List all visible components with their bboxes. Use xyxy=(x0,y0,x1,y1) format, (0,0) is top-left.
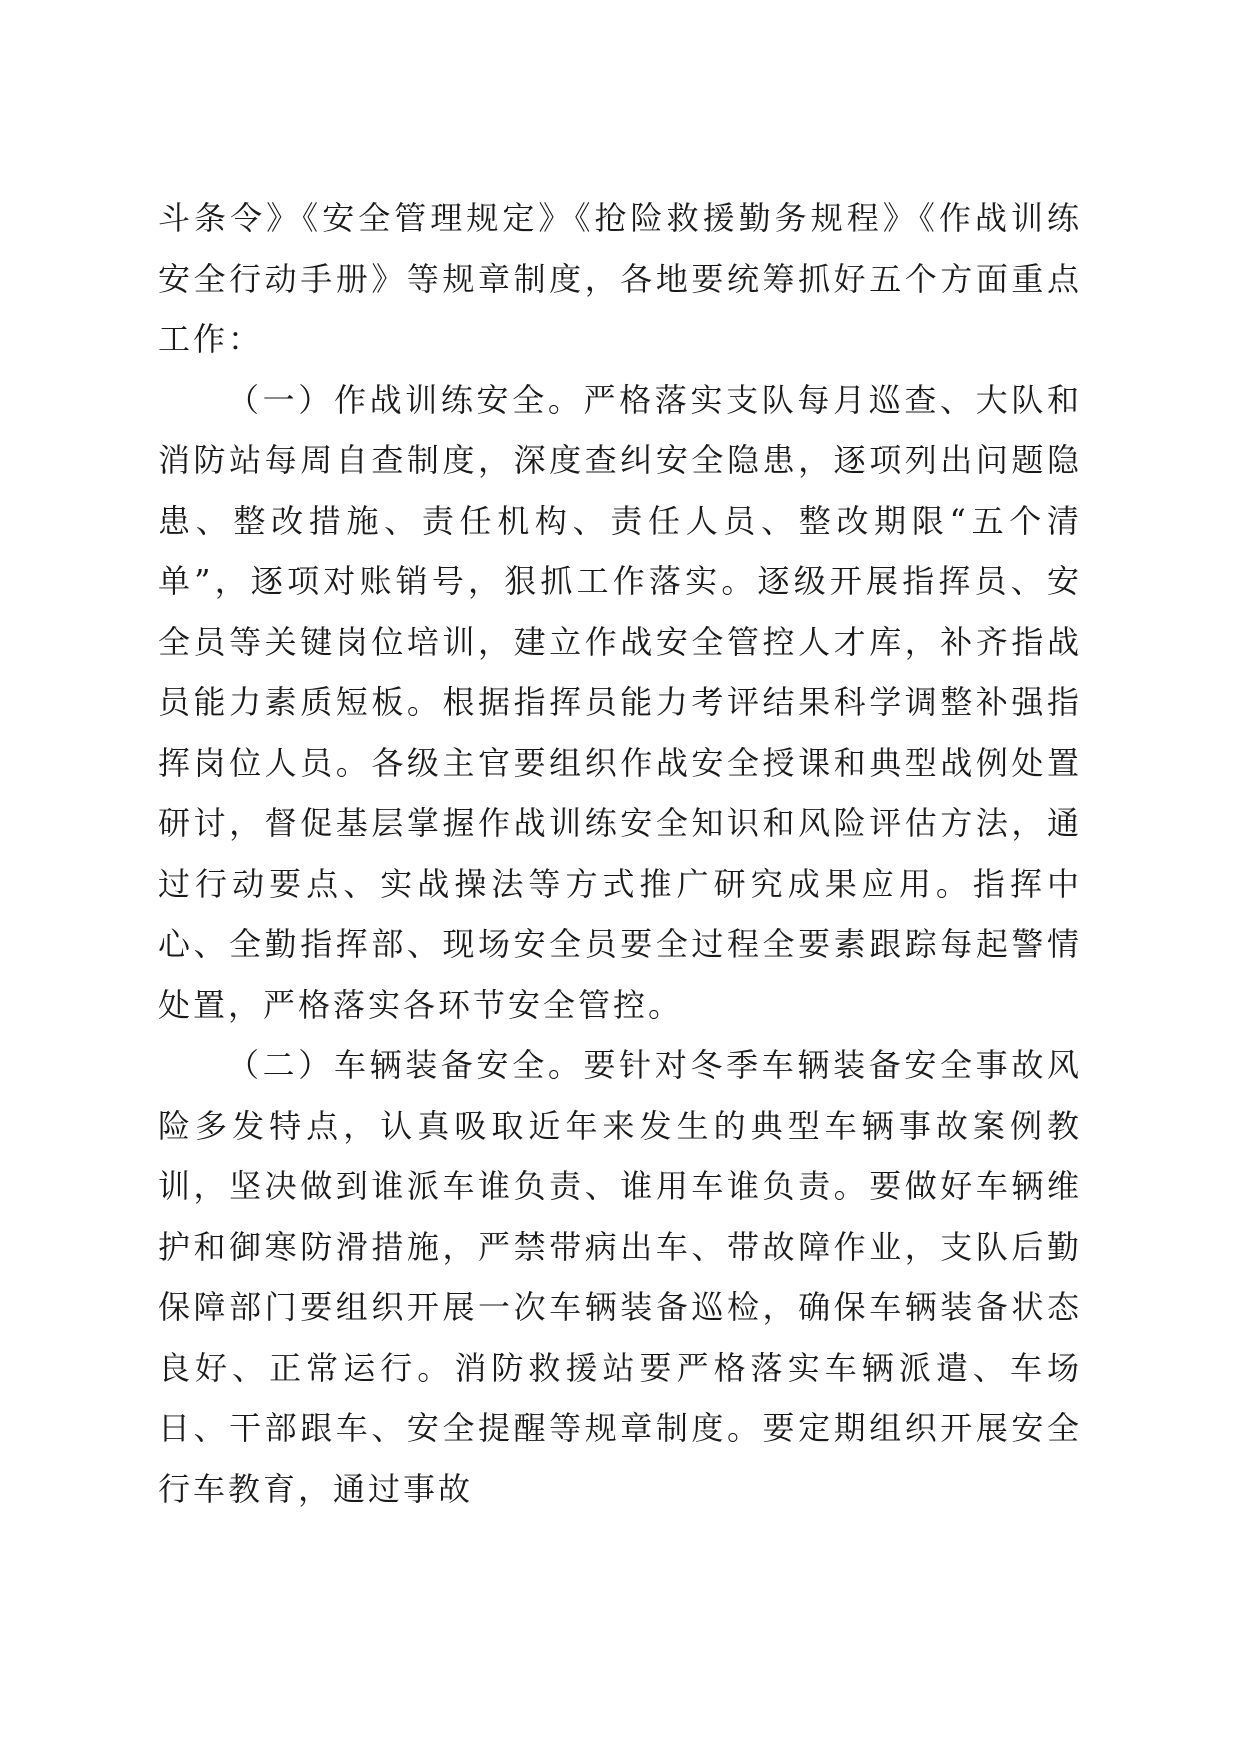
paragraph-intro-continuation: 斗条令》《安全管理规定》《抢险救援勤务规程》《作战训练安全行动手册》等规章制度，各地要统筹抓好五个方面重点工作： xyxy=(158,199,1082,358)
paragraph-combat-training-safety: （一）作战训练安全。严格落实支队每月巡查、大队和消防站每周自查制度，深度查纠安全隐患，逐项列出问题隐患、整改措施、责任机构、责任人员、整改期限“五个清单”，逐项对账销号，狠抓工作落实。逐级开展指挥员、安全员等关键岗位培训，建立作战安全管控人才库，补齐指战员能力素质短板。根据指挥员能力考评结果科学调整补强指挥岗位人员。各级主官要组织作战安全授课和典型战例处置研讨，督促基层掌握作战训练安全知识和风险评估方法，通过行动要点、实战操法等方式推广研究成果应用。指挥中心、全勤指挥部、现场安全员要全过程全要素跟踪每起警情处置，严格落实各环节安全管控。 xyxy=(158,380,1082,1024)
document-page xyxy=(158,188,1082,1519)
paragraph-vehicle-equipment-safety: （二）车辆装备安全。要针对冬季车辆装备安全事故风险多发特点，认真吸取近年来发生的典型车辆事故案例教训，坚决做到谁派车谁负责、谁用车谁负责。要做好车辆维护和御寒防滑措施，严禁带病出车、带故障作业，支队后勤保障部门要组织开展一次车辆装备巡检，确保车辆装备状态良好、正常运行。消防救援站要严格落实车辆派遣、车场日、干部跟车、安全提醒等规章制度。要定期组织开展安全行车教育，通过事故 xyxy=(158,1046,1082,1508)
